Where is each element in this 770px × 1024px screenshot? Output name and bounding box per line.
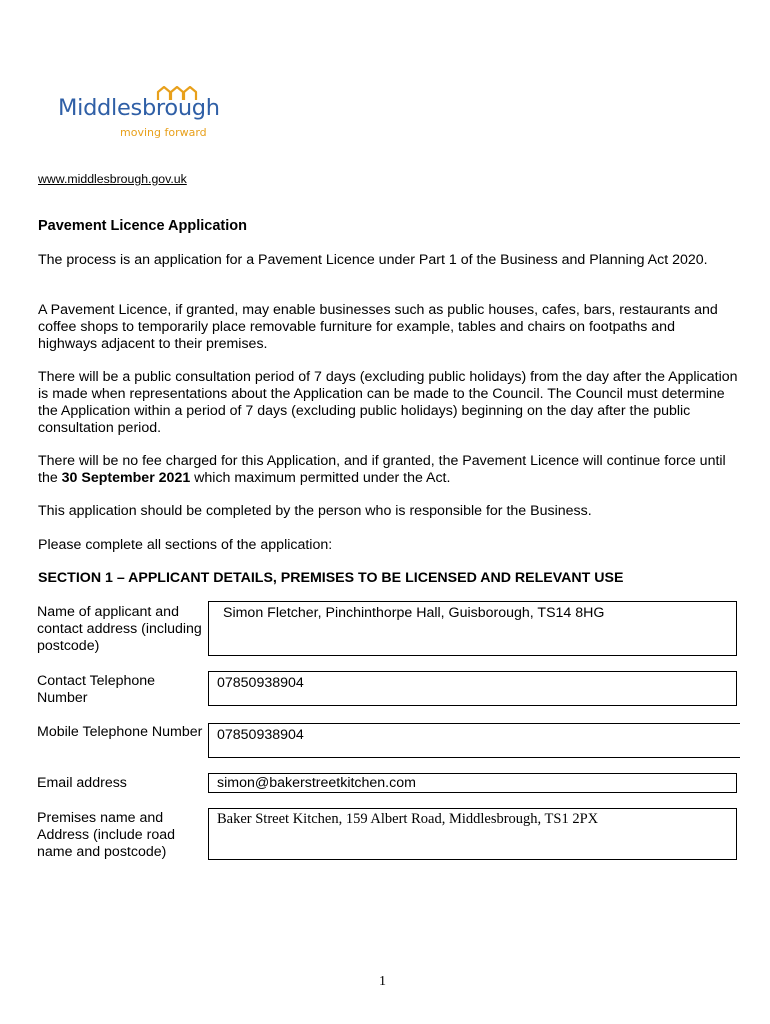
- expiry-date: 30 September 2021: [61, 470, 191, 486]
- council-website-link[interactable]: www.middlesbrough.gov.uk: [38, 172, 187, 186]
- applicant-name-label: Name of applicant and contact address (including postcode): [37, 604, 202, 654]
- email-address-field[interactable]: simon@bakerstreetkitchen.com: [208, 773, 737, 793]
- applicant-name-field[interactable]: Simon Fletcher, Pinchinthorpe Hall, Guisborough, TS14 8HG: [208, 601, 737, 656]
- contact-telephone-label: Contact Telephone Number: [37, 673, 156, 706]
- email-address-label: Email address: [37, 775, 127, 791]
- consultation-paragraph: There will be a public consultation period of 7 days (excluding public holidays) from the day after the Application is made when representations about the Application can be made to the Council. The Council must determine the Application within a period of 7 days (excluding public holidays) beginning on the day after the public consultation period.: [38, 369, 738, 436]
- document-title: Pavement Licence Application: [38, 218, 247, 234]
- licence-description-paragraph: A Pavement Licence, if granted, may enable businesses such as public houses, cafes, bars, restaurants and coffee shops to temporarily place removable furniture for example, tables and chairs on footpaths and highways adjacent to their premises.: [38, 302, 718, 352]
- contact-telephone-field[interactable]: 07850938904: [208, 671, 737, 706]
- intro-paragraph: The process is an application for a Pavement Licence under Part 1 of the Business and Planning Act 2020.: [38, 252, 708, 268]
- logo-wordmark: Middlesbrough: [58, 95, 220, 121]
- mobile-telephone-label: Mobile Telephone Number: [37, 724, 203, 740]
- premises-address-label: Premises name and Address (include road name and postcode): [37, 810, 176, 860]
- instructions-paragraph: Please complete all sections of the application:: [38, 537, 333, 553]
- logo-tagline: moving forward: [120, 126, 207, 139]
- mobile-telephone-field[interactable]: 07850938904: [208, 723, 740, 758]
- responsibility-paragraph: This application should be completed by the person who is responsible for the Business.: [38, 503, 592, 519]
- section-1-heading: SECTION 1 – APPLICANT DETAILS, PREMISES TO BE LICENSED AND RELEVANT USE: [38, 570, 624, 586]
- page-number: 1: [379, 974, 386, 989]
- fee-paragraph: There will be no fee charged for this Application, and if granted, the Pavement Licence will continue force until the 30 September 2021 which maximum permitted under the Act.: [38, 453, 726, 486]
- premises-address-field[interactable]: Baker Street Kitchen, 159 Albert Road, Middlesbrough, TS1 2PX: [208, 808, 737, 860]
- council-logo: [58, 86, 238, 142]
